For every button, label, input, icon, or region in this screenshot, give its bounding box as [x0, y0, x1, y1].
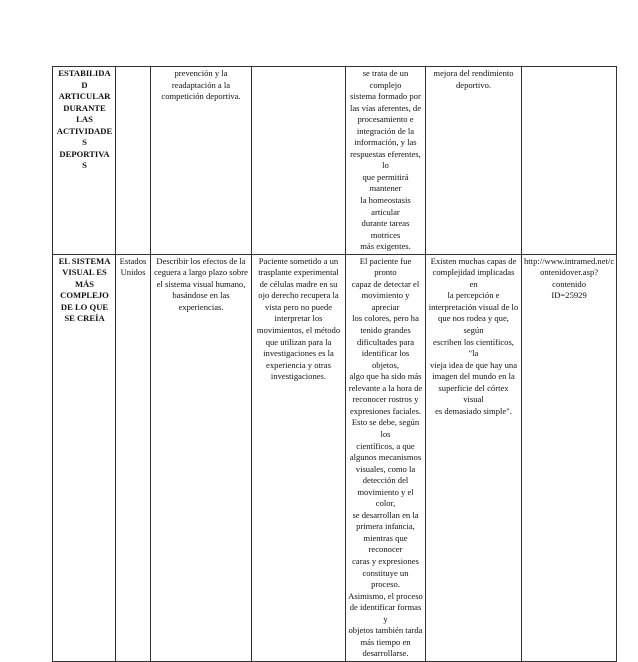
source-link[interactable]: http://www.intramed.net/c ontenidover.asp?contenido ID=25929 — [522, 254, 617, 661]
topic-cell: ESTABILIDA D ARTICULAR DURANTE LAS ACTIVIDADE S DEPORTIVA S — [53, 67, 116, 255]
conclusion-cell: mejora del rendimiento deportivo. — [426, 67, 522, 255]
results-cell: se trata de un complejo sistema formado por las vías aferentes, de procesamiento e integración de la información, y las respuestas eferentes, lo que permitirá mantener la homeostasis articular durante tareas motrices más exigentes. — [346, 67, 426, 255]
objective-cell: Describir los efectos de la ceguera a largo plazo sobre el sistema visual humano, basándose en las experiencias. — [151, 254, 252, 661]
conclusion-cell: Existen muchas capas de complejidad implicadas en la percepción e interpretación visual de lo que nos rodea y que, según escriben los científicos, "la vieja idea de que hay una imagen del mundo en la superficie del córtex visual es demasiado simple". — [426, 254, 522, 661]
results-cell: El paciente fue pronto capaz de detectar el movimiento y apreciar los colores, pero ha tenido grandes dificultades para identificar los objetos, algo que ha sido más relevante a la hora de reconocer rostros y expresiones faciales. Esto se debe, según los científicos, a que algunos mecanismos visuales, como la detección del movimiento y el color, se desarrollan en la primera infancia, mientras que reconocer caras y expresiones constituye un proceso. Asimismo, el proceso de identificar formas y objetos también tarda más tiempo en desarrollarse. — [346, 254, 426, 661]
objective-cell: prevención y la readaptación a la competición deportiva. — [151, 67, 252, 255]
source-cell — [522, 67, 617, 255]
data-table — [52, 66, 617, 662]
country-cell — [116, 67, 151, 255]
table-row — [53, 254, 617, 661]
method-cell — [252, 67, 346, 255]
country-cell: Estados Unidos — [116, 254, 151, 661]
topic-cell: EL SISTEMA VISUAL ES MÁS COMPLEJO DE LO QUE SE CREÍA — [53, 254, 116, 661]
method-cell: Paciente sometido a un trasplante experimental de células madre en su ojo derecho recupera la vista pero no puede interpretar los movimientos, el método que utilizan para la investigaciones es la experiencia y otras investigaciones. — [252, 254, 346, 661]
table-row — [53, 67, 617, 255]
